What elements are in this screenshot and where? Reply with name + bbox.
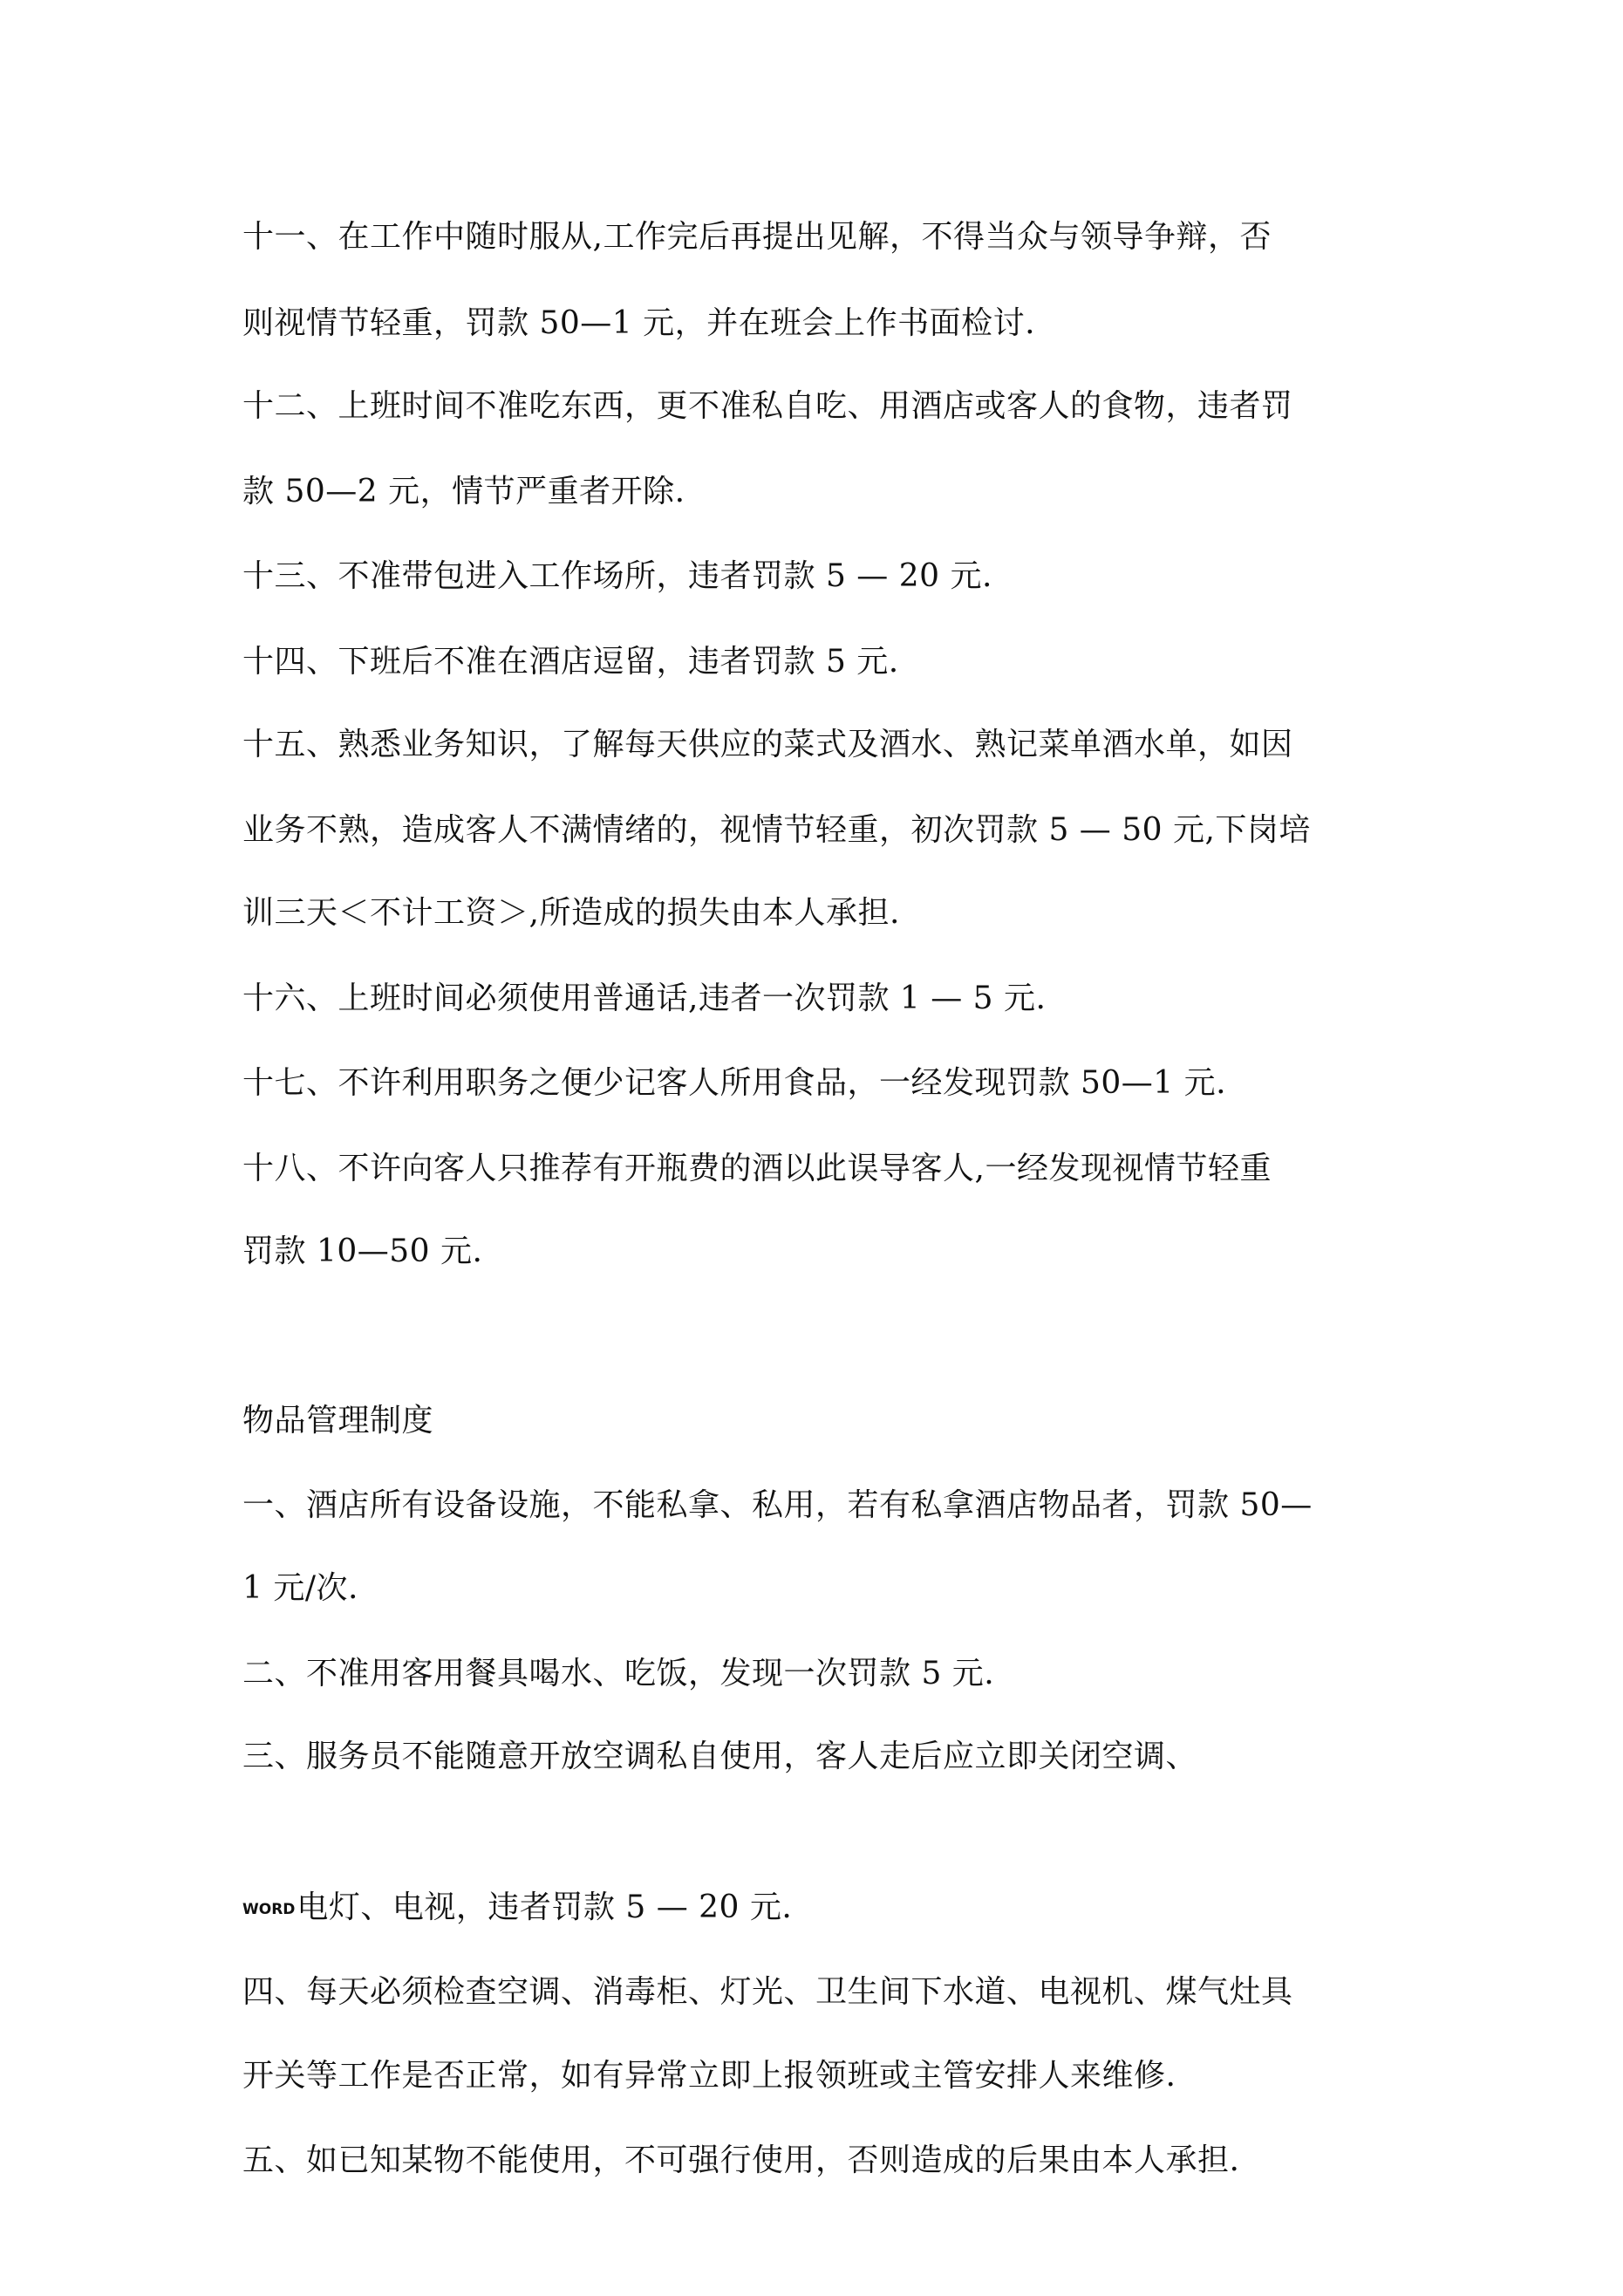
word-watermark: WORD <box>242 1901 296 1918</box>
text-line: 十八、不许向客人只推荐有开瓶费的酒以此误导客人,一经发现视情节轻重 <box>242 1151 1272 1186</box>
text-line: 十四、下班后不准在酒店逗留，违者罚款 5 元. <box>242 644 899 680</box>
text-line: 开关等工作是否正常，如有异常立即上报领班或主管安排人来维修. <box>242 2058 1176 2094</box>
continuation-text: 电灯、电视，违者罚款 5 — 20 元. <box>297 1889 793 1925</box>
text-line: 则视情节轻重，罚款 50—1 元，并在班会上作书面检讨. <box>242 305 1036 341</box>
text-line: 十一、在工作中随时服从,工作完后再提出见解，不得当众与领导争辩，否 <box>242 219 1272 255</box>
text-line: 一、酒店所有设备设施，不能私拿、私用，若有私拿酒店物品者，罚款 50— <box>242 1487 1313 1523</box>
text-line: 二、不准用客用餐具喝水、吃饭，发现一次罚款 5 元. <box>242 1656 995 1691</box>
text-line: 十三、不准带包进入工作场所，违者罚款 5 — 20 元. <box>242 558 992 594</box>
text-line: 十七、不许利用职务之便少记客人所用食品，一经发现罚款 50—1 元. <box>242 1065 1227 1101</box>
text-line: 罚款 10—50 元. <box>242 1233 483 1269</box>
text-line: 三、服务员不能随意开放空调私自使用，客人走后应立即关闭空调、 <box>242 1739 1198 1774</box>
text-line: 业务不熟，造成客人不满情绪的，视情节轻重，初次罚款 5 — 50 元,下岗培 <box>242 812 1311 848</box>
text-line: 十二、上班时间不准吃东西，更不准私自吃、用酒店或客人的食物，违者罚 <box>242 388 1293 424</box>
text-line: 1 元/次. <box>242 1570 358 1606</box>
text-line: 十五、熟悉业务知识，了解每天供应的菜式及酒水、熟记菜单酒水单，如因 <box>242 727 1293 762</box>
text-line: 五、如已知某物不能使用，不可强行使用，否则造成的后果由本人承担. <box>242 2142 1240 2178</box>
text-line: 四、每天必须检查空调、消毒柜、灯光、卫生间下水道、电视机、煤气灶具 <box>242 1974 1293 2010</box>
text-line <box>242 1887 1411 1930</box>
text-line: 十六、上班时间必须使用普通话,违者一次罚款 1 — 5 元. <box>242 981 1047 1016</box>
text-line: 训三天＜不计工资＞,所造成的损失由本人承担. <box>242 895 900 931</box>
section-heading: 物品管理制度 <box>242 1403 434 1438</box>
text-line: 款 50—2 元，情节严重者开除. <box>242 474 685 509</box>
